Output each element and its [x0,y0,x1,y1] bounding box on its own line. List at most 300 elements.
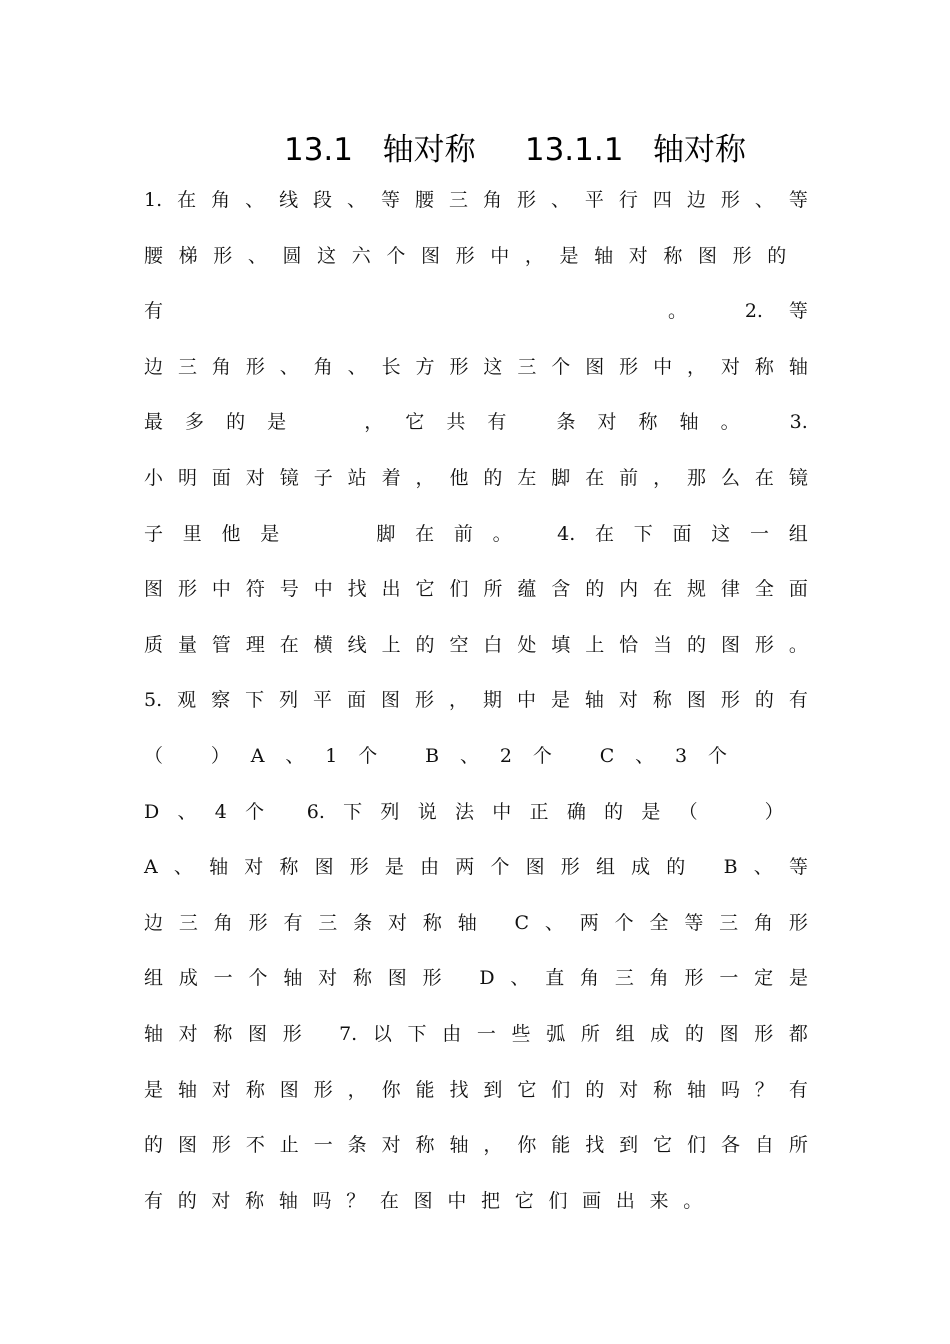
text-token: 它 [415,578,435,601]
text-token: 形 [213,244,233,267]
text-token: 一 [719,967,739,990]
text-token: 上 [585,633,605,656]
text-line [144,577,808,601]
text-token: 的 [585,1078,605,1101]
text-token: ， [448,689,468,712]
text-token: 个 [358,745,378,767]
text-token: 中 [447,1189,467,1212]
text-token: 的 [144,1134,164,1157]
text-token: 形 [449,355,469,378]
text-token: 1. [144,189,163,211]
text-token: 形 [415,689,435,712]
text-token [412,299,418,323]
text-token: 、 [510,967,530,990]
text-token: 组 [144,967,164,990]
text-token: 行 [618,189,638,211]
text-token: 平 [584,189,604,211]
text-token: 称 [663,244,683,267]
text-token: 个 [245,800,265,823]
text-line [144,855,808,879]
text-token: 能 [551,1134,571,1157]
text-token [444,299,450,323]
text-token: 长 [381,355,401,378]
text-token: 面 [347,689,367,712]
text-token: 组 [615,1023,635,1045]
text-token: 角 [754,911,774,934]
text-token: 量 [177,633,197,656]
text-token: 三 [318,911,338,934]
text-token: 图 [719,1023,739,1045]
text-token: 所 [788,1134,808,1157]
text-token: 你 [381,1078,401,1101]
text-token: 在 [653,578,673,601]
text-token: 条 [556,411,576,434]
text-token: 中 [492,800,512,823]
text-token: 来 [649,1189,669,1212]
text-token: 、 [347,355,367,378]
text-token: 对 [244,856,264,879]
text-token: 图 [525,856,545,879]
text-token: C [514,911,530,934]
text-token: 5. [144,689,163,712]
text-token: 轴 [209,856,229,879]
text-token: 有 [144,300,164,323]
text-token: 成 [650,1023,670,1045]
text-token: 的 [684,1023,704,1045]
text-token: 、 [285,745,305,767]
text-token: 他 [221,522,241,545]
text-token: 图 [387,967,407,990]
text-token [713,299,719,323]
text-token: 轴 [687,1078,707,1101]
text-token: 左 [517,467,537,489]
text-line [144,410,808,434]
text-token: 3 [675,745,688,767]
text-token: 图 [698,244,718,267]
text-token: 形 [720,189,740,211]
text-token: 是 [641,800,661,823]
text-token [701,855,707,879]
text-token: 下 [407,1023,427,1045]
text-token: ， [483,1134,503,1157]
text-token: ， [653,467,673,489]
text-line [144,1133,808,1157]
text-token: 对 [619,1078,639,1101]
text-token: 它 [405,411,425,434]
text-token: 找 [347,578,367,601]
text-token: 有 [788,1078,808,1101]
text-token: 轴 [594,244,614,267]
text-token [508,299,514,323]
text-line [144,633,808,657]
text-token: 。 [492,522,512,545]
text-token: 、 [173,856,193,879]
text-token [299,522,305,546]
text-token: 的 [767,244,787,267]
text-token: 所 [483,578,503,601]
text-token: 号 [279,578,299,601]
text-line [144,188,808,212]
text-token: 面 [211,467,231,489]
text-token: 这 [711,522,731,545]
text-token: 找 [449,1078,469,1101]
text-token: 镜 [279,467,299,489]
text-token: 由 [420,856,440,879]
text-token: 称 [422,911,442,934]
text-token: 们 [548,1189,568,1212]
text-token: 子 [313,467,333,489]
text-token [317,299,323,323]
text-token: 前 [619,467,639,489]
text-token: 的 [754,689,774,712]
text-token: 含 [551,578,571,601]
text-token: 四 [652,189,672,211]
text-token: 。 [720,411,740,434]
text-token: 对 [628,244,648,267]
text-token: 、 [347,189,367,211]
text-token: 在 [415,522,435,545]
text-token: 说 [417,800,437,823]
text-token [189,299,195,323]
text-token: 个 [532,745,552,767]
text-token: 当 [653,633,673,656]
text-token: 图 [421,244,441,267]
text-token: B [425,745,440,767]
text-token: 形 [177,578,197,601]
text-token: 称 [653,1078,673,1101]
text-token: 他 [449,467,469,489]
text-token: 6. [306,800,325,823]
text-token: 对 [318,967,338,990]
text-token: 三 [517,355,537,378]
text-token: 吗 [720,1078,740,1101]
text-token: 这 [483,355,503,378]
text-token: 中 [516,689,536,712]
text-token [531,522,537,546]
text-token: 的 [226,411,246,434]
text-token: 理 [245,633,265,656]
text-token: A [144,856,158,879]
text-token: 形 [619,355,639,378]
text-token: 形 [732,244,752,267]
text-token: 个 [248,967,268,990]
text-token: 、 [459,745,479,767]
text-token: 成 [178,967,198,990]
text-token: 3. [789,411,808,434]
text-token: 横 [313,633,333,656]
text-token: ， [415,467,435,489]
text-token [540,299,546,323]
text-token: 三 [448,189,468,211]
text-token: 形 [349,856,369,879]
text-token: 轴 [584,689,604,712]
text-token: 平 [313,689,333,712]
text-token: 图 [144,578,164,601]
text-token: 腰 [415,189,435,211]
text-token: 线 [347,633,367,656]
text-token: （ [144,745,164,767]
text-token: 六 [351,244,371,267]
text-token: 角 [580,967,600,990]
text-token: 、 [279,355,299,378]
text-token: 律 [720,578,740,601]
text-token: 形 [422,967,442,990]
text-token: 等 [684,911,704,934]
text-token: 形 [211,1134,231,1157]
text-token [457,966,463,990]
text-token [308,410,314,434]
text-token: 成 [631,856,651,879]
text-token: 出 [381,578,401,601]
text-token: 对 [618,689,638,712]
text-token: 么 [720,467,740,489]
text-token: 对 [388,911,408,934]
text-token: 等 [381,189,401,211]
text-token [381,299,387,323]
text-line [144,911,808,935]
text-token [493,911,499,935]
text-token: 里 [182,522,202,545]
text-token: 等 [788,189,808,211]
text-token: 三 [719,911,739,934]
text-token: 图 [686,689,706,712]
text-token: A [250,745,265,767]
text-token: 多 [185,411,205,434]
text-token: D [479,967,495,990]
text-token: 形 [754,633,774,656]
text-token: 的 [666,856,686,879]
text-token: 个 [386,244,406,267]
text-token: 面 [788,578,808,601]
text-token: 条 [347,1134,367,1157]
text-token: 、 [544,911,564,934]
text-token [802,800,808,824]
text-token: 称 [352,967,372,990]
text-token: 的 [483,467,503,489]
text-token [748,744,754,768]
text-token: 下 [343,800,363,823]
text-token: 确 [566,800,586,823]
text-token: 个 [614,911,634,934]
text-line [144,244,808,268]
text-token: ） [764,800,784,823]
text-token: 三 [178,911,198,934]
text-token: 们 [551,1078,571,1101]
text-token: 上 [381,633,401,656]
text-token [762,410,768,434]
text-token: 观 [177,689,197,712]
text-token: 角 [313,355,333,378]
text-token: 自 [754,1134,774,1157]
text-token: 、 [754,189,774,211]
text-token: 4 [214,800,227,823]
text-token: 法 [454,800,474,823]
text-token: 有 [788,689,808,712]
text-token: 这 [317,244,337,267]
text-token: 轴 [177,1078,197,1101]
text-token: 组 [595,856,615,879]
text-token [604,299,610,323]
text-token: 轴 [788,355,808,378]
text-token: 形 [788,911,808,934]
text-token: 弧 [546,1023,566,1045]
text-token: 止 [279,1134,299,1157]
text-token: 是 [260,522,280,545]
text-token: 、 [177,800,197,823]
text-token: 2. [744,300,763,323]
text-token: 是 [550,689,570,712]
text-token: 中 [313,578,333,601]
text-token: 中 [490,244,510,267]
text-token: 个 [551,355,571,378]
text-token: 对 [597,411,617,434]
text-token [336,410,342,434]
text-token: （ [678,800,698,823]
text-token: ， [364,411,384,434]
text-token: D [144,800,160,823]
text-token: 两 [455,856,475,879]
text-token [716,800,722,824]
text-token: 个 [490,856,510,879]
text-line [144,688,808,712]
text-token: 是 [788,967,808,990]
text-token: 填 [551,633,571,656]
text-token: 画 [582,1189,602,1212]
text-token: 管 [211,633,231,656]
text-token: 2 [499,745,512,767]
text-token: 一 [750,522,770,545]
text-line [144,800,808,824]
text-line [144,744,808,768]
text-line [144,1078,808,1102]
text-token: 腰 [144,244,164,267]
text-token: 在 [754,467,774,489]
text-line [144,355,808,379]
text-token: 在 [585,467,605,489]
text-token: 把 [481,1189,501,1212]
text-token: 称 [245,1078,265,1101]
text-token: 是 [267,411,287,434]
text-token: 对 [178,1023,198,1045]
text-token: 1 [325,745,338,767]
text-token: 形 [560,856,580,879]
text-token: 以 [372,1023,392,1045]
text-token [184,744,190,768]
text-token: 7. [339,1023,358,1045]
text-token [740,800,746,824]
text-token: 条 [353,911,373,934]
text-token: 称 [754,355,774,378]
text-token: 中 [653,355,673,378]
text-token: 你 [517,1134,537,1157]
text-token [351,522,357,546]
text-token: 图 [248,1023,268,1045]
text-token: 脚 [376,522,396,545]
text-token: 称 [213,1023,233,1045]
text-token: 图 [585,355,605,378]
text-token: 形 [313,1078,333,1101]
text-token: 是 [144,1078,164,1101]
text-token: 形 [684,967,704,990]
text-token [253,299,259,323]
text-token: 列 [380,800,400,823]
text-token: 符 [245,578,265,601]
text-token: 对 [720,355,740,378]
text-token: 着 [381,467,401,489]
text-token: 三 [614,967,634,990]
text-token: 轴 [144,1023,164,1045]
text-line [144,299,808,323]
text-token: 轴 [679,411,699,434]
text-token: 边 [686,189,706,211]
text-token: 形 [245,355,265,378]
text-token: 列 [279,689,299,712]
text-token: 、 [245,189,265,211]
text-token: 面 [672,522,692,545]
text-token: 察 [211,689,231,712]
text-token: 们 [449,578,469,601]
text-token: 形 [455,244,475,267]
text-token: 、 [247,244,267,267]
text-token: 期 [482,689,502,712]
text-token [349,299,355,323]
text-token [325,522,331,546]
text-token: 能 [415,1078,435,1101]
text-token: 最 [144,411,164,434]
text-token: 到 [619,1134,639,1157]
text-line [144,466,808,490]
text-token: 对 [211,1078,231,1101]
text-token: 轴 [457,911,477,934]
text-token: 对 [211,1189,231,1212]
text-token: 图 [381,689,401,712]
text-token: ？ [754,1078,774,1101]
text-token: 定 [754,967,774,990]
text-token: 个 [708,745,728,767]
text-token: 脚 [551,467,571,489]
text-token: 它 [514,1189,534,1212]
text-token: 形 [248,911,268,934]
text-token [802,244,808,268]
text-token: 是 [384,856,404,879]
text-line [144,1189,808,1213]
text-token: C [599,745,615,767]
text-token: 不 [245,1134,265,1157]
text-token: 有 [144,1189,164,1212]
text-token: B [723,856,738,879]
text-token: 。 [788,633,808,656]
text-token: ， [687,355,707,378]
text-token: 全 [754,578,774,601]
text-token: ？ [346,1189,366,1212]
text-token: 空 [449,633,469,656]
text-token: 正 [529,800,549,823]
text-token: 称 [652,689,672,712]
text-token: 它 [517,1078,537,1101]
text-token: 处 [517,633,537,656]
text-token: ） [210,745,230,767]
text-token: 轴 [449,1134,469,1157]
text-token: 子 [144,522,164,545]
text-token: 形 [516,189,536,211]
text-token: 、 [550,189,570,211]
text-token: 有 [283,911,303,934]
text-token: 小 [144,467,164,489]
text-token [802,744,808,768]
text-token: 蕴 [517,578,537,601]
text-token: 4. [557,522,576,545]
text-token [398,744,404,768]
